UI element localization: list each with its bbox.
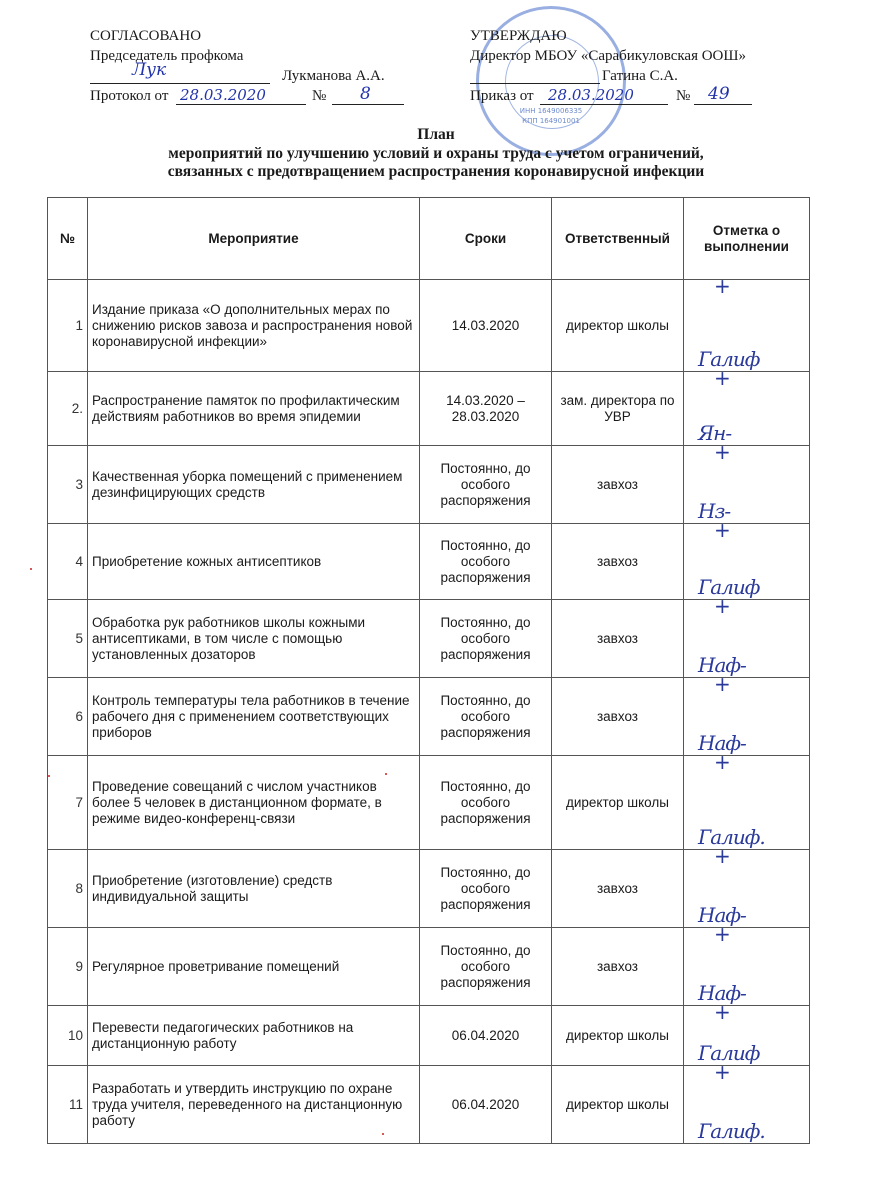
row-responsible: завхоз [552,678,684,756]
row-event: Проведение совещаний с числом участников более 5 человек в дистанционном формате, в режиме видео-конференц-связи [88,756,420,850]
row-num: 10 [48,1006,88,1066]
row-responsible: зам. директора по УВР [552,372,684,446]
order-date: 28.03.2020 [548,86,634,104]
order-label: Приказ от [470,88,534,104]
row-dates: Постоянно, до особого распоряжения [420,756,552,850]
row-responsible: завхоз [552,600,684,678]
speck [30,568,32,570]
row-mark [684,440,810,524]
row-mark [684,1060,810,1144]
row-event: Разработать и утвердить инструкцию по охране труда учителя, переведенного на дистанционную работу [88,1066,420,1144]
row-event: Приобретение кожных антисептиков [88,524,420,600]
header-responsible: Ответственный [552,198,684,280]
header-num: № [48,198,88,280]
table-row [48,1066,810,1144]
stamp-inn: ИНН 1649006335 [519,107,583,115]
header-event: Мероприятие [88,198,420,280]
table-row [48,1006,810,1066]
protocol-num-label: № [312,88,327,104]
handwritten-signature: Галиф. [698,1119,765,1143]
row-event: Распространение памяток по профилактическим действиям работников во время эпидемии [88,372,420,446]
plan-title: План [417,126,455,143]
header-dates: Сроки [420,198,552,280]
row-event: Приобретение (изготовление) средств индивидуальной защиты [88,850,420,928]
row-event: Качественная уборка помещений с применением дезинфицирующих средств [88,446,420,524]
row-responsible: директор школы [552,1006,684,1066]
handwritten-signature: Наф- [698,903,746,927]
approval-right-name: Гатина С.А. [602,68,678,84]
table-row [48,600,810,678]
checkmark-plus: + [714,366,731,390]
checkmark-plus: + [714,594,731,618]
protocol-date-line [176,104,306,105]
plan-subtitle-line1: мероприятий по улучшению условий и охраны труда с учетом ограничений, [168,145,704,162]
row-responsible: завхоз [552,850,684,928]
protocol-label: Протокол от [90,88,169,104]
stamp-kpp: КПП 164901001 [522,117,580,125]
order-number: 49 [708,84,730,104]
row-dates: Постоянно, до особого распоряжения [420,850,552,928]
row-responsible: завхоз [552,524,684,600]
table-row [48,850,810,928]
checkmark-plus: + [714,1000,731,1024]
row-event: Контроль температуры тела работников в течение рабочего дня с применением соответствующих приборов [88,678,420,756]
checkmark-plus: + [714,844,731,868]
checkmark-plus: + [714,440,731,464]
table-row [48,678,810,756]
checkmark-plus: + [714,518,731,542]
row-responsible: директор школы [552,280,684,372]
checkmark-plus: + [714,922,731,946]
row-num: 4 [48,524,88,600]
row-mark [684,922,810,1006]
row-num: 8 [48,850,88,928]
handwritten-signature: Галиф [698,1041,760,1065]
table-header-row [48,198,810,280]
row-num: 3 [48,446,88,524]
table-row [48,928,810,1006]
handwritten-signature: Галиф [698,575,760,599]
row-event: Обработка рук работников школы кожными антисептиками, в том числе с помощью установленных дозаторов [88,600,420,678]
speck [48,775,50,777]
row-dates: 14.03.2020 – 28.03.2020 [420,372,552,446]
handwritten-signature: Галиф. [698,825,765,849]
order-num-label: № [676,88,691,104]
protocol-date: 28.03.2020 [180,86,266,104]
checkmark-plus: + [714,750,731,774]
row-num: 9 [48,928,88,1006]
table-body [48,274,810,1144]
row-dates: Постоянно, до особого распоряжения [420,928,552,1006]
row-num: 6 [48,678,88,756]
row-dates: 06.04.2020 [420,1066,552,1144]
signature-line-right [470,83,600,84]
approval-right-title: УТВЕРЖДАЮ [470,28,567,44]
row-event: Издание приказа «О дополнительных мерах по снижению рисков завоза и распространения новой коронавирусной инфекции» [88,280,420,372]
row-event: Перевести педагогических работников на дистанционную работу [88,1006,420,1066]
row-dates: Постоянно, до особого распоряжения [420,678,552,756]
handwritten-signature: Ян- [698,421,732,445]
plan-subtitle-line2: связанных с предотвращением распространения коронавирусной инфекции [167,163,705,180]
row-dates: 14.03.2020 [420,280,552,372]
handwritten-signature: Наф- [698,653,746,677]
signature-line-left [90,83,270,84]
approval-right-position: Директор МБОУ «Сарабикуловская ООШ» [470,48,747,64]
table-row [48,524,810,600]
row-dates: Постоянно, до особого распоряжения [420,600,552,678]
header-mark: Отметка о выполнении [684,198,810,280]
row-mark [684,750,810,850]
row-dates: Постоянно, до особого распоряжения [420,524,552,600]
row-num: 11 [48,1066,88,1144]
row-num: 2. [48,372,88,446]
plan-table [47,197,810,1144]
order-date-line [540,104,668,105]
handwritten-signature: Наф- [698,731,746,755]
row-responsible: директор школы [552,756,684,850]
table-row [48,446,810,524]
approval-left-title: СОГЛАСОВАНО [90,28,202,44]
row-responsible: директор школы [552,1066,684,1144]
handwritten-signature: Наф- [698,981,746,1005]
row-mark [684,366,810,446]
row-responsible: завхоз [552,928,684,1006]
protocol-number: 8 [360,84,371,104]
handwritten-signature: Галиф [698,347,760,371]
row-num: 7 [48,756,88,850]
row-mark [684,274,810,372]
protocol-number-line [332,104,404,105]
row-mark [684,1000,810,1066]
checkmark-plus: + [714,274,731,298]
row-mark [684,844,810,928]
row-responsible: завхоз [552,446,684,524]
handwritten-signature: Нз- [698,499,731,523]
row-event: Регулярное проветривание помещений [88,928,420,1006]
checkmark-plus: + [714,672,731,696]
signature-left: Лук [132,60,167,80]
approval-left-name: Лукманова А.А. [282,68,385,84]
speck [385,773,387,775]
speck [382,1133,384,1135]
row-mark [684,594,810,678]
table-row [48,756,810,850]
row-mark [684,672,810,756]
approval-left-position: Председатель профкома [90,48,244,64]
table-row [48,372,810,446]
order-number-line [694,104,752,105]
table-row [48,280,810,372]
row-dates: Постоянно, до особого распоряжения [420,446,552,524]
row-num: 1 [48,280,88,372]
row-dates: 06.04.2020 [420,1006,552,1066]
row-num: 5 [48,600,88,678]
row-mark [684,518,810,600]
checkmark-plus: + [714,1060,731,1084]
